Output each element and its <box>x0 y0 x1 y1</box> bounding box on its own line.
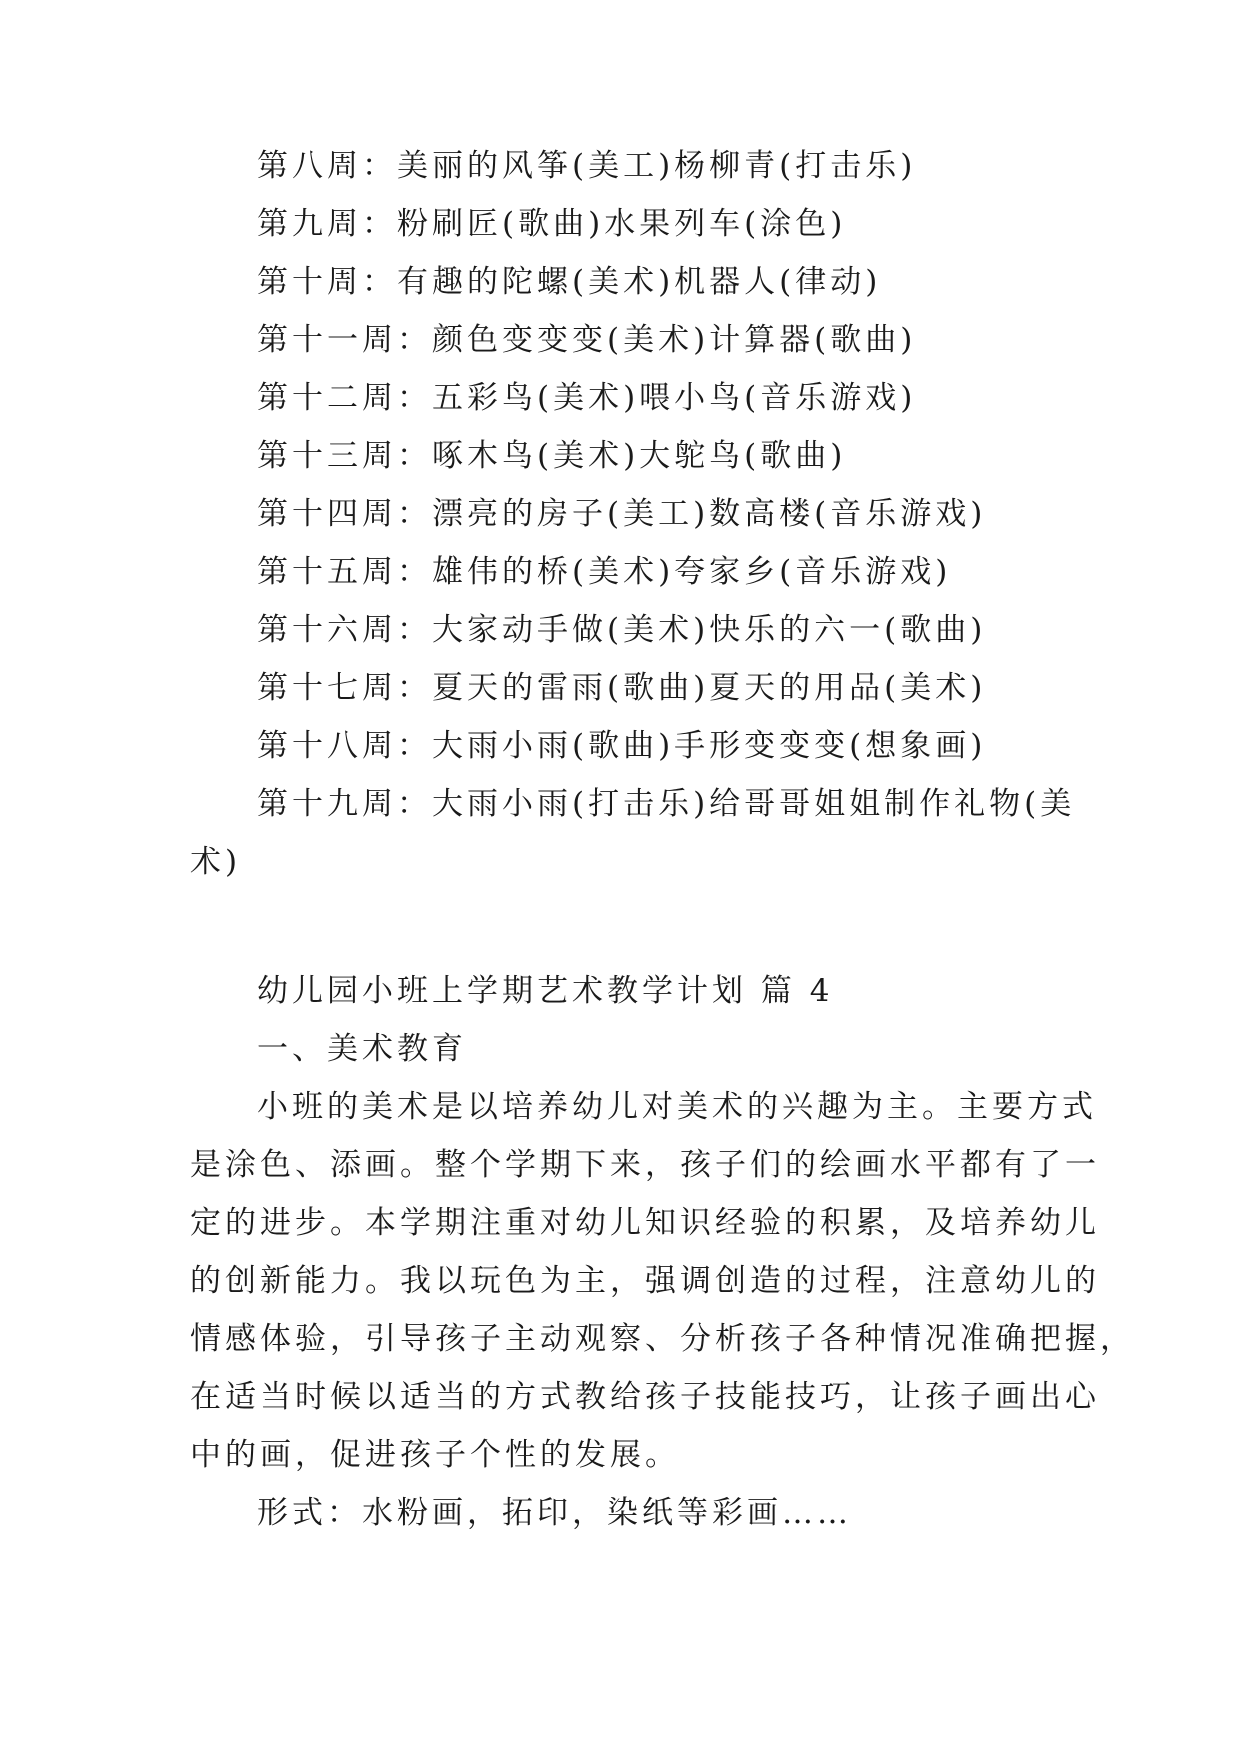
schedule-week-12: 第十二周：五彩鸟(美术)喂小鸟(音乐游戏) <box>257 380 917 416</box>
schedule-week-9: 第九周：粉刷匠(歌曲)水果列车(涂色) <box>257 206 847 242</box>
paragraph-line: 是涂色、添画。整个学期下来，孩子们的绘画水平都有了一 <box>190 1147 1100 1183</box>
schedule-week-19: 第十九周：大雨小雨(打击乐)给哥哥姐姐制作礼物(美 <box>257 786 1076 822</box>
schedule-week-15: 第十五周：雄伟的桥(美术)夸家乡(音乐游戏) <box>257 554 952 590</box>
schedule-week-8: 第八周：美丽的风筝(美工)杨柳青(打击乐) <box>257 148 917 184</box>
paragraph-line: 的创新能力。我以玩色为主，强调创造的过程，注意幼儿的 <box>190 1263 1100 1299</box>
paragraph-line: 中的画，促进孩子个性的发展。 <box>190 1437 680 1473</box>
paragraph-line: 定的进步。本学期注重对幼儿知识经验的积累，及培养幼儿 <box>190 1205 1100 1241</box>
schedule-week-10: 第十周：有趣的陀螺(美术)机器人(律动) <box>257 264 882 300</box>
schedule-week-17: 第十七周：夏天的雷雨(歌曲)夏天的用品(美术) <box>257 670 987 706</box>
paragraph-line: 小班的美术是以培养幼儿对美术的兴趣为主。主要方式 <box>257 1089 1097 1125</box>
schedule-week-11: 第十一周：颜色变变变(美术)计算器(歌曲) <box>257 322 917 358</box>
schedule-week-14: 第十四周：漂亮的房子(美工)数高楼(音乐游戏) <box>257 496 987 532</box>
paragraph-line: 在适当时候以适当的方式教给孩子技能技巧，让孩子画出心 <box>190 1379 1100 1415</box>
schedule-week-19-continued: 术) <box>190 844 242 880</box>
paragraph-line: 情感体验，引导孩子主动观察、分析孩子各种情况准确把握， <box>190 1321 1135 1357</box>
section-title: 幼儿园小班上学期艺术教学计划 篇 4 <box>257 973 834 1009</box>
schedule-week-13: 第十三周：啄木鸟(美术)大鸵鸟(歌曲) <box>257 438 847 474</box>
schedule-week-18: 第十八周：大雨小雨(歌曲)手形变变变(想象画) <box>257 728 987 764</box>
schedule-week-16: 第十六周：大家动手做(美术)快乐的六一(歌曲) <box>257 612 987 648</box>
form-line: 形式：水粉画，拓印，染纸等彩画…… <box>257 1495 852 1531</box>
subheading: 一、美术教育 <box>257 1031 467 1067</box>
